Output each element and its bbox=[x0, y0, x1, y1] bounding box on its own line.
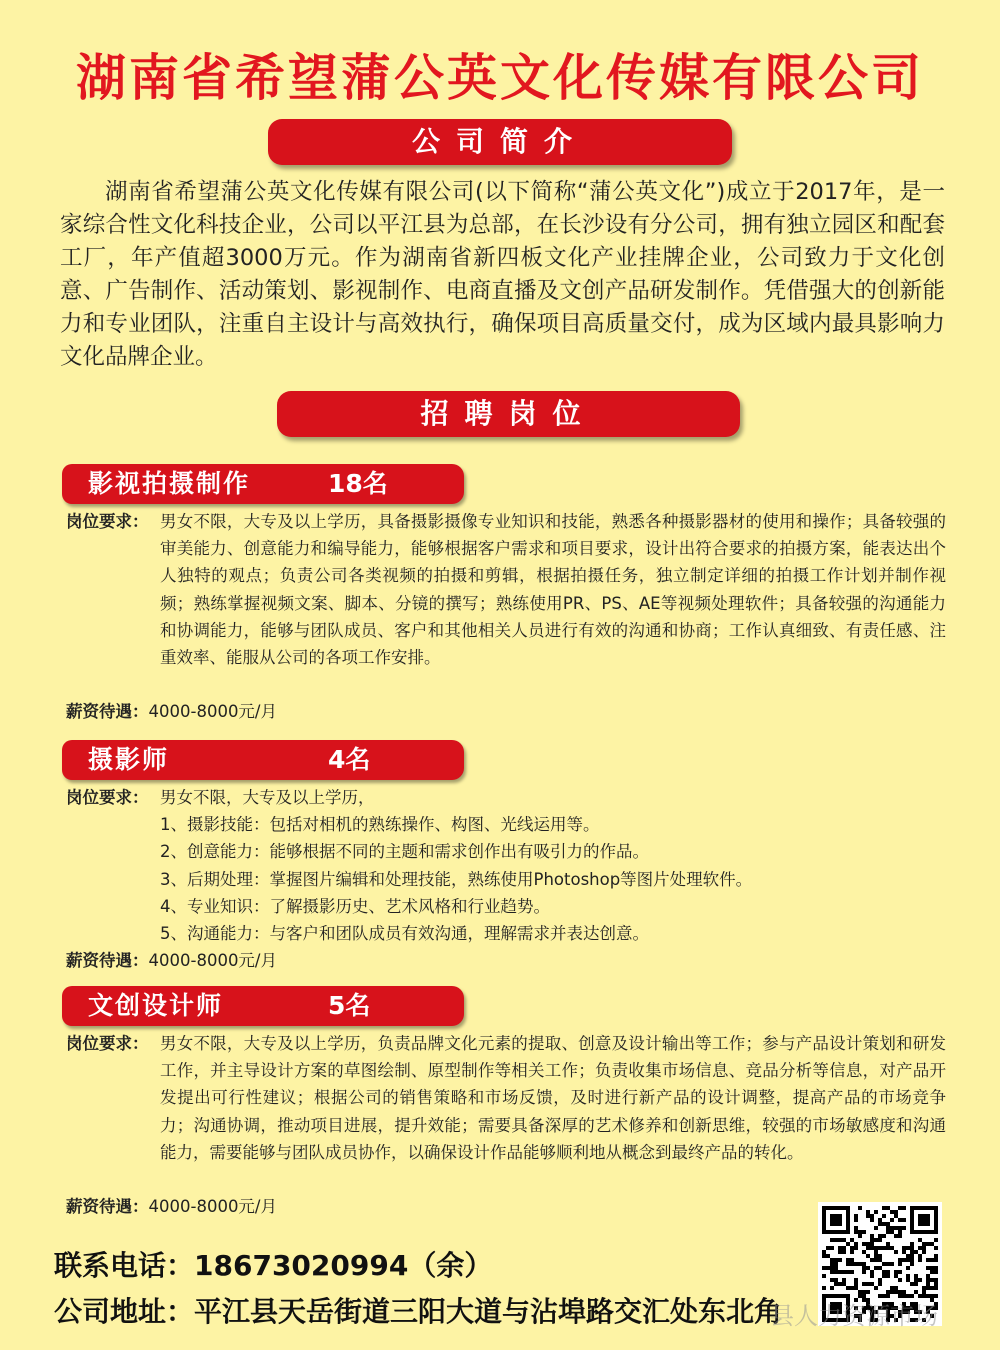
job-requirements bbox=[66, 784, 946, 947]
address-value: 平江县天岳街道三阳大道与沾埠路交汇处东北角 bbox=[194, 1295, 783, 1328]
contact-phone bbox=[54, 1244, 492, 1284]
list-item: 2、创意能力：能够根据不同的主题和需求创作出有吸引力的作品。 bbox=[160, 842, 649, 862]
requirements-label: 岗位要求： bbox=[66, 1034, 149, 1053]
job-title: 影视拍摄制作 bbox=[88, 469, 251, 498]
job-requirements bbox=[66, 1030, 946, 1166]
list-item: 3、后期处理：掌握图片编辑和处理技能，熟练使用Photoshop等图片处理软件。 bbox=[160, 869, 753, 889]
phone-number[interactable]: 18673020994（余） bbox=[194, 1249, 493, 1282]
salary-value: 4000-8000元/月 bbox=[148, 702, 277, 721]
list-item: 1、摄影技能：包括对相机的熟练操作、构图、光线运用等。 bbox=[160, 815, 600, 835]
watermark: 县人力资源市场 bbox=[770, 1302, 938, 1330]
salary-value: 4000-8000元/月 bbox=[148, 1197, 277, 1216]
requirements-text: 男女不限，大专及以上学历，具备摄影摄像专业知识和技能，熟悉各种摄影器材的使用和操作；具备较强的审美能力、创意能力和编导能力，能够根据客户需求和项目要求，设计出符合要求的拍摄方案，能表达出个人独特的观点；负责公司各类视频的拍摄和剪辑，根据拍摄任务，独立制定详细的拍摄工作计划并制作视频；熟练掌握视频文案、脚本、分镜的撰写；熟练使用PR、PS、AE等视频处理软件；具备较强的沟通能力和协调能力，能够与团队成员、客户和其他相关人员进行有效的沟通和协商；工作认真细致、有责任感、注重效率、能服从公司的各项工作安排。 bbox=[160, 512, 946, 668]
requirements-text: 男女不限，大专及以上学历，负责品牌文化元素的提取、创意及设计输出等工作；参与产品设计策划和研发工作，并主导设计方案的草图绘制、原型制作等相关工作；负责收集市场信息、竞品分析等信息，对产品开发提出可行性建议；根据公司的销售策略和市场反馈，及时进行新产品的设计调整，提高产品的市场竞争力；沟通协调，推动项目进展，提升效能；需要具备深厚的艺术修养和创新思维，较强的市场敏感度和沟通能力，需要能够与团队成员协作，以确保设计作品能够顺利地从概念到最终产品的转化。 bbox=[160, 1034, 946, 1162]
phone-label: 联系电话： bbox=[54, 1249, 195, 1282]
requirements-label: 岗位要求： bbox=[66, 512, 149, 531]
job-title: 文创设计师 bbox=[88, 991, 224, 1020]
list-item: 5、沟通能力：与客户和团队成员有效沟通，理解需求并表达创意。 bbox=[160, 924, 649, 944]
address-label: 公司地址： bbox=[54, 1295, 195, 1328]
job-salary bbox=[66, 947, 277, 974]
job-count: 18名 bbox=[328, 469, 388, 498]
job-requirements bbox=[66, 508, 946, 671]
intro-heading: 公司简介 bbox=[411, 125, 588, 158]
job-banner-video-production bbox=[62, 464, 464, 504]
intro-heading-banner bbox=[268, 119, 732, 165]
salary-label: 薪资待遇： bbox=[66, 951, 149, 970]
requirements-intro: 男女不限，大专及以上学历， bbox=[160, 788, 375, 807]
job-title: 摄影师 bbox=[88, 745, 170, 774]
requirements-label: 岗位要求： bbox=[66, 788, 149, 807]
contact-address bbox=[54, 1290, 782, 1330]
salary-label: 薪资待遇： bbox=[66, 1197, 149, 1216]
list-item: 4、专业知识：了解摄影历史、艺术风格和行业趋势。 bbox=[160, 896, 550, 916]
job-count: 5名 bbox=[328, 991, 371, 1020]
salary-value: 4000-8000元/月 bbox=[148, 951, 277, 970]
job-salary bbox=[66, 698, 277, 725]
job-banner-creative-designer bbox=[62, 986, 464, 1026]
job-banner-photographer bbox=[62, 740, 464, 780]
job-count: 4名 bbox=[328, 745, 371, 774]
job-salary bbox=[66, 1193, 277, 1220]
jobs-heading: 招聘岗位 bbox=[420, 397, 597, 430]
jobs-heading-banner bbox=[277, 391, 740, 437]
company-title: 湖南省希望蒲公英文化传媒有限公司 bbox=[76, 49, 924, 107]
company-intro: 湖南省希望蒲公英文化传媒有限公司(以下简称“蒲公英文化”)成立于2017年，是一家综合性文化科技企业，公司以平江县为总部，在长沙设有分公司，拥有独立园区和配套工厂，年产值超3000万元。作为湖南省新四板文化产业挂牌企业，公司致力于文化创意、广告制作、活动策划、影视制作、电商直播及文创产品研发制作。凭借强大的创新能力和专业团队，注重自主设计与高效执行，确保项目高质量交付，成为区域内最具影响力文化品牌企业。 bbox=[60, 179, 945, 370]
salary-label: 薪资待遇： bbox=[66, 702, 149, 721]
